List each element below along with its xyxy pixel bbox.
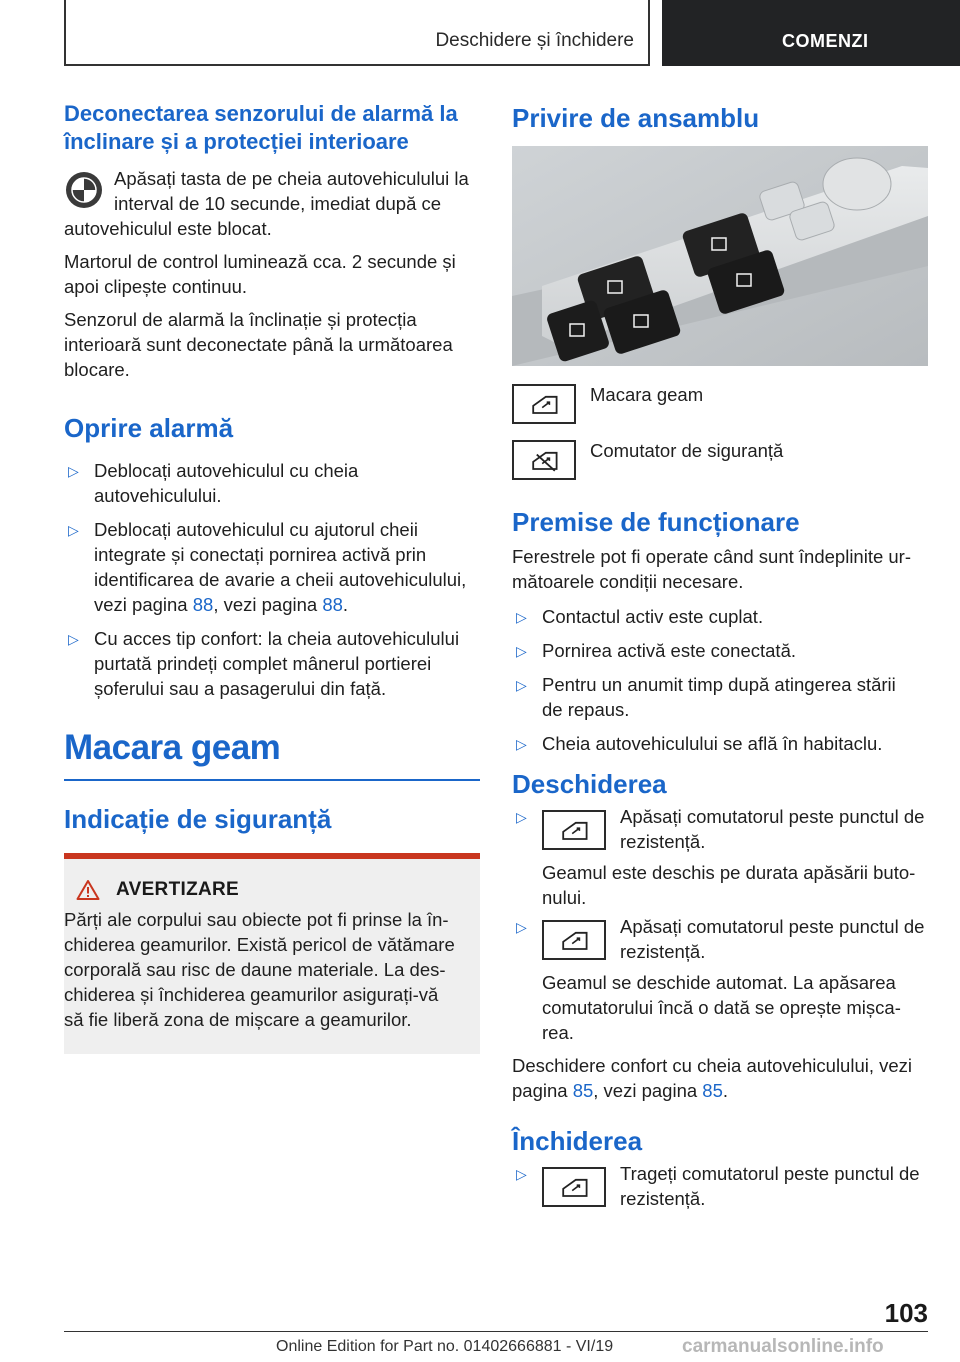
header-chapter-box[interactable] — [662, 0, 960, 66]
list-item — [512, 604, 928, 629]
triangle-bullet-icon: ▷ — [68, 463, 79, 479]
triangle-bullet-icon: ▷ — [516, 643, 527, 659]
list-item — [512, 638, 928, 663]
step-text-line: rezistență. — [620, 831, 706, 852]
step-text-line: rezistență. — [620, 1188, 706, 1209]
step-text — [620, 1161, 920, 1211]
stop-alarm-list — [64, 458, 480, 701]
step-result-line: Geamul este deschis pe durata apăsării buto- — [542, 862, 916, 883]
triangle-bullet-icon: ▷ — [516, 809, 527, 825]
overview-heading: Privire de ansamblu — [512, 103, 760, 133]
chapter-title: COMENZI — [782, 31, 869, 51]
step-text-line: rezistență. — [620, 941, 706, 962]
premise-intro-line: Ferestrele pot fi operate când sunt îndeplinite ur- — [512, 546, 912, 567]
stop-alarm-heading: Oprire alarmă — [64, 413, 234, 443]
premise-intro-line: mătoarele condiții necesare. — [512, 571, 744, 592]
step-result — [542, 970, 928, 1045]
step-result-line: rea. — [542, 1022, 574, 1043]
footer-rule — [64, 1331, 928, 1332]
section-title: Deschidere și închidere — [435, 30, 634, 51]
window-lift-icon — [542, 810, 606, 850]
triangle-bullet-icon: ▷ — [516, 919, 527, 935]
close-heading: Închiderea — [512, 1126, 643, 1156]
list-item — [64, 517, 480, 617]
step-result-line: Geamul se deschide automat. La apăsarea — [542, 972, 896, 993]
main-heading: Macara geam — [64, 728, 281, 767]
comfort-line: Deschidere confort cu cheia autovehiculului, vezi — [512, 1055, 913, 1076]
footer-edition: Online Edition for Part no. 01402666881 - VI/19 — [276, 1338, 614, 1355]
warning-triangle-icon — [76, 879, 100, 901]
list-item-text: Cheia autovehiculului se află în habitaclu. — [542, 733, 883, 754]
step-text — [620, 914, 924, 964]
bmw-key-icon — [64, 170, 104, 210]
page-link-88-second[interactable]: 88 — [322, 594, 343, 615]
step-result-line: comutatorului încă o dată se oprește mișca- — [542, 997, 901, 1018]
safety-switch-icon — [512, 440, 576, 480]
main-heading-block — [64, 727, 480, 781]
disable-instruction — [64, 166, 480, 241]
list-item — [512, 672, 928, 722]
disable-alarm-heading: Deconectarea senzorului de alarmă la înclinare și a protecției interioare — [64, 101, 458, 154]
triangle-bullet-icon: ▷ — [516, 1166, 527, 1182]
safety-heading: Indicație de siguranță — [64, 804, 332, 834]
open-step-2 — [512, 918, 928, 1045]
list-item-text: Pentru un anumit timp după atingerea stării — [542, 674, 896, 695]
warning-line: Părți ale corpului sau obiecte pot fi prinse la în- — [64, 909, 449, 930]
header-section-box — [64, 0, 650, 66]
list-item-text: de repaus. — [542, 699, 630, 720]
comfort-line: , vezi pagina — [593, 1080, 703, 1101]
step-result — [542, 860, 928, 910]
step-line — [542, 808, 928, 860]
triangle-bullet-icon: ▷ — [68, 522, 79, 538]
page-link-85-second[interactable]: 85 — [702, 1080, 723, 1101]
comfort-open-paragraph — [512, 1053, 928, 1103]
window-lift-icon — [512, 384, 576, 424]
comfort-line: . — [722, 1080, 729, 1101]
premise-heading: Premise de funcționare — [512, 507, 800, 537]
legend-safety-switch-text: Comutator de siguranță — [590, 440, 784, 461]
window-lift-icon — [542, 920, 606, 960]
left-column — [64, 100, 480, 1054]
open-heading: Deschiderea — [512, 769, 667, 799]
comfort-line: pagina — [512, 1080, 573, 1101]
warning-line: corporală sau risc de daune materiale. La des- — [64, 959, 446, 980]
page-link-85[interactable]: 85 — [572, 1080, 594, 1101]
page-number: 103 — [884, 1298, 928, 1328]
disable-paragraph-2: Martorul de control luminează cca. 2 secunde și apoi clipește continuu. — [64, 251, 456, 297]
warning-box — [64, 853, 480, 1054]
step-line — [542, 1165, 928, 1217]
legend-safety-switch — [512, 440, 928, 480]
warning-line: să fie liberă zona de mișcare a geamurilor. — [64, 1009, 412, 1030]
disable-paragraph-1: Apăsați tasta de pe cheia autovehiculului la interval de 10 secunde, imediat după ce autovehiculul este blocat. — [64, 168, 469, 239]
list-item-text: Contactul activ este cuplat. — [542, 606, 764, 627]
page-link-88[interactable]: 88 — [192, 594, 214, 615]
list-item-text: Pornirea activă este conectată. — [542, 640, 797, 661]
warning-label: AVERTIZARE — [116, 879, 239, 900]
step-text-line: Trageți comutatorul peste punctul de — [620, 1163, 920, 1184]
triangle-bullet-icon: ▷ — [516, 609, 527, 625]
disable-paragraph-3: Senzorul de alarmă la înclinație și protecția interioară sunt deconectate până la următoarea blocare. — [64, 309, 453, 380]
triangle-bullet-icon: ▷ — [68, 631, 79, 647]
step-text-line: Apăsați comutatorul peste punctul de — [620, 806, 925, 827]
list-item-text: Deblocați autovehiculul cu ajutorul cheii integrate și conectați pornirea activă prin identificarea de avarie a cheii autovehiculului, vezi pagina — [94, 519, 467, 615]
pointing-hand-icon — [0, 0, 26, 28]
warning-header — [76, 879, 470, 901]
warning-line: chiderea și închiderea geamurilor asigurați-vă — [64, 984, 439, 1005]
step-result-line: nului. — [542, 887, 587, 908]
window-lift-icon — [542, 1167, 606, 1207]
step-text — [620, 804, 924, 854]
footer-watermark: carmanualsonline.info — [682, 1336, 884, 1357]
step-text-line: Apăsați comutatorul peste punctul de — [620, 916, 925, 937]
list-item-text: . — [342, 594, 349, 615]
warning-line: chiderea geamurilor. Există pericol de vătămare — [64, 934, 455, 955]
right-column — [512, 100, 928, 1225]
window-switch-panel-photo — [512, 146, 928, 366]
close-step-1 — [512, 1165, 928, 1217]
triangle-bullet-icon: ▷ — [516, 677, 527, 693]
list-item-text: Deblocați autovehiculul cu cheia autovehiculului. — [94, 460, 359, 506]
legend-window-lift-text: Macara geam — [590, 384, 704, 405]
triangle-bullet-icon: ▷ — [516, 736, 527, 752]
list-item — [64, 458, 480, 508]
list-item-text: , vezi pagina — [213, 594, 323, 615]
legend-window-lift — [512, 384, 928, 424]
open-step-1 — [512, 808, 928, 910]
list-item — [512, 731, 928, 756]
premise-list — [512, 604, 928, 756]
list-item — [64, 626, 480, 701]
step-line — [542, 918, 928, 970]
list-item-text: Cu acces tip confort: la cheia autovehiculului purtată prindeți complet mânerul portierei șoferului sau a pasagerului din față. — [94, 628, 460, 699]
